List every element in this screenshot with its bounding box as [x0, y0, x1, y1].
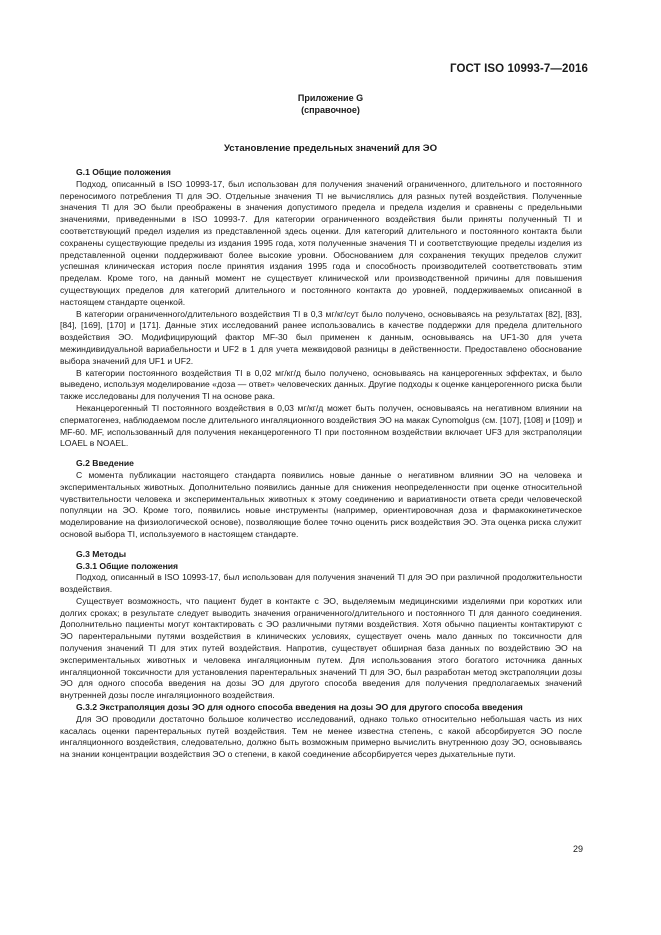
- paragraph: Подход, описанный в ISO 10993-17, был использован для получения значений ограниченного, длительного и постоянного перенoсимого потребления TI для ЭО. Отдельные значения TI не вычислялись для разных путей воздействия. Полученные значения TI для ЭО были преображены в значения допустимого предела и предела изделия и сравнены с предельными значениями, приведенными в ISO 10993-7. Для категории ограниченного воздействия были приняты полученный TI и соответствующий предел изделия из представленной здесь оценки. Для категорий длительного и постоянного контакта были сохранены существующие пределы из издания 1995 года, хотя полученные значения TI и соответствующие пределы изделия из представленной оценки поддерживают более высокие уровни. Обоснованием для сохранения текущих пределов служит успешная клиническая история после принятия издания 1995 года и способность производителей соответствовать этим пределам. Кроме того, на данный момент не существует клинической или производственной причины для повышения существующих пределов для категорий длительного и постоянного контакта до уровней, поддерживаемых описанной в настоящем стандарте оценкой.: [60, 178, 582, 307]
- paragraph: В категории постоянного воздействия TI в 0,02 мг/кг/д было получено, основываясь на канцерогенных эффектах, и было выведено, используя моделирование «доза — ответ» человеческих данных. Другие подходы к оценке канцерогенного риска были также исследованы для получения TI на основе рака.: [60, 367, 582, 402]
- paragraph: Для ЭО проводили достаточно большое количество исследований, однако только относительно небольшая часть из них касалась оценки парентеральных путей воздействия. Тем не менее известна степень, с какой абсорбируется ЭО после ингаляционного воздействия, следовательно, должно быть возможным примерно вычислить внутреннюю дозу ЭО, основываясь на знании концентрации воздействия ЭО о степени, в какой соединение абсорбируется через дыхательные пути.: [60, 713, 582, 760]
- section-heading: G.2 Введение: [76, 458, 134, 469]
- document-title: Установление предельных значений для ЭО: [223, 143, 438, 154]
- paragraph: Неканцерогенный TI постоянного воздействия в 0,03 мг/кг/д может быть получен, основываясь на негативном влиянии на сперматогенез, наблюдаемом после длительного ингаляционного воздействия ЭО на макак Cynomolgus (см. [107], [108] и [109]) и MF-60. MF, использованный для получения неканцерогенного TI при постоянном воздействии включает UF3 для экстраполяции LOAEL в NOAEL.: [60, 402, 582, 449]
- subsection-heading: G.3.2 Экстраполяция дозы ЭО для одного способа введения на дозы ЭО для другого способа введения: [76, 702, 523, 713]
- annex-subtitle: (справочное): [301, 105, 360, 115]
- standard-number: ГОСТ ISO 10993-7—2016: [450, 63, 588, 75]
- paragraph: С момента публикации настоящего стандарта появились новые данные о негативном влиянии ЭО на человека и экспериментальных животных. Дополнительно появились данные для снижения неопределенности при оценке относительной чувствительности человека и экспериментальных животных к этому соединению и вариативности ответа среди человеческой популяции на ЭО. Кроме того, появились новые инструменты (например, ориентировочная доза и фармакокинетическое моделирование на физиологической основе), позволяющие более точно оценить риск воздействия ЭО. Эта оценка риска служит основой выбора TI, используемого в настоящем стандарте.: [60, 469, 582, 539]
- paragraph: В категории ограниченного/длительного воздействия TI в 0,3 мг/кг/сут было получено, основываясь на результатах [82], [83], [84], [169], [170] и [171]. Данные этих исследований ранее использовались в качестве поддержки для предела длительного воздействия ЭО. Модифицирующий фактор MF-30 был применен к данным, основываясь на UF1-30 для учета межиндивидуальной вариабельности и UF2 в 1 для учета межвидовой разницы в действенности. Предоставлено обоснование выбора значений для UF1 и UF2.: [60, 308, 582, 366]
- annex-heading: [0, 92, 661, 116]
- paragraph: Подход, описанный в ISO 10993-17, был использован для получения значений TI для ЭО при различной продолжительности воздействия.: [60, 572, 582, 595]
- document-body: [60, 167, 582, 761]
- paragraph: Существует возможность, что пациент будет в контакте с ЭО, выделяемым медицинскими изделиями при коротких или долгих сроках; в результате следует выводить значения ограниченного/длительного и постоянного TI для данного соединения. Дополнительно пациенты могут контактировать с ЭО различными путями воздействия. Хотя обычно пациенты контактируют с ЭО парентеральными путями воздействия в клинических условиях, существует очень мало данных по токсичности для получения значений TI для этих путей воздействия. Напротив, существует обширная база данных по воздействию ЭО на экспериментальных животных и человека ингаляционным путем. Для использования этого богатого источника данных ингаляционной токсичности для установления парентеральных значений TI для ЭО, был разработан метод экстраполяции дозы ЭО для одного способа введения на дозы ЭО для другого способа введения для получения предполагаемых значений внутренней дозы после ингаляционного воздействия.: [60, 595, 582, 701]
- section-heading: G.1 Общие положения: [76, 167, 171, 177]
- section-heading: G.3 Методы: [76, 548, 127, 559]
- annex-title: Приложение G: [297, 93, 364, 103]
- page-number: 29: [572, 844, 583, 854]
- subsection-heading: G.3.1 Общие положения: [76, 560, 179, 571]
